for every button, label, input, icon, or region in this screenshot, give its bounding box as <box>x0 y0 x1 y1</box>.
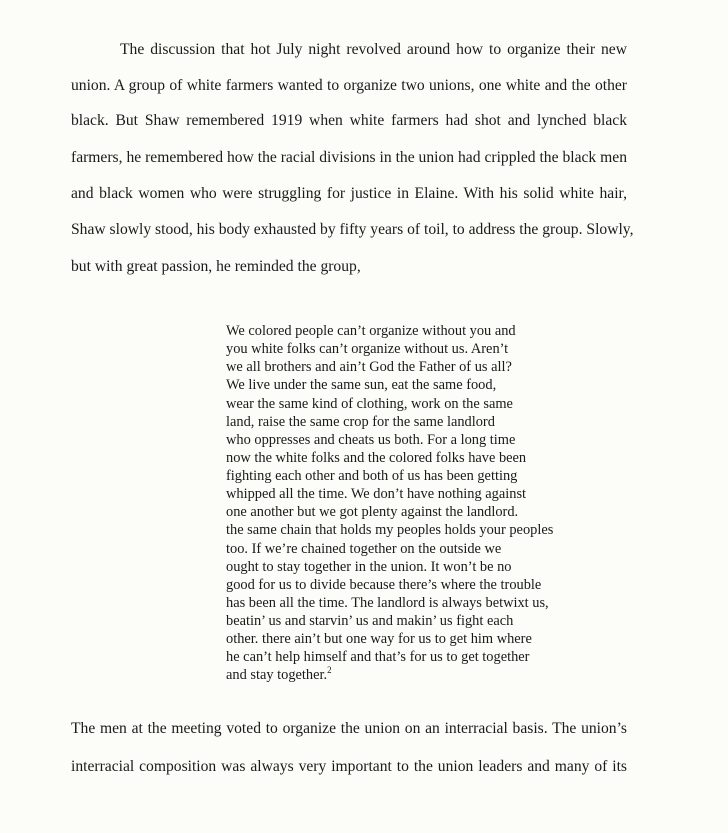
block-quote-line: too. If we’re chained together on the outside we <box>226 541 502 557</box>
block-quote-line: beatin’ us and starvin’ us and makin’ us fight each <box>226 613 514 629</box>
footnote-marker: 2 <box>327 665 332 676</box>
block-quote-line: now the white folks and the colored folks have been <box>226 450 527 466</box>
block-quote-line: we all brothers and ain’t God the Father of us all? <box>226 359 512 375</box>
paragraph-1-line: union. A group of white farmers wanted to organize two unions, one white and the other <box>71 77 627 94</box>
block-quote-line: has been all the time. The landlord is always betwixt us, <box>226 595 549 611</box>
block-quote-line: the same chain that holds my peoples holds your peoples <box>226 522 554 538</box>
block-quote-line: good for us to divide because there’s where the trouble <box>226 577 542 593</box>
block-quote-line: one another but we got plenty against the landlord. <box>226 504 519 520</box>
paragraph-2-line: interracial composition was always very important to the union leaders and many of its <box>71 758 627 775</box>
paragraph-1-line: and black women who were struggling for justice in Elaine. With his solid white hair, <box>71 185 627 202</box>
paragraph-1-line: farmers, he remembered how the racial divisions in the union had crippled the black men <box>71 149 627 166</box>
block-quote-last-line <box>226 666 332 684</box>
block-quote-line: ought to stay together in the union. It won’t be no <box>226 559 512 575</box>
block-quote-line: you white folks can’t organize without us. Aren’t <box>226 341 509 357</box>
block-quote-line: who oppresses and cheats us both. For a long time <box>226 432 516 448</box>
paragraph-1-line: Shaw slowly stood, his body exhausted by fifty years of toil, to address the group. Slowly, <box>71 221 634 238</box>
paragraph-1-line: black. But Shaw remembered 1919 when white farmers had shot and lynched black <box>71 112 627 129</box>
block-quote-line: land, raise the same crop for the same landlord <box>226 414 495 430</box>
block-quote-line: other. there ain’t but one way for us to get him where <box>226 631 532 647</box>
block-quote-line: whipped all the time. We don’t have nothing against <box>226 486 527 502</box>
paragraph-1-line: The discussion that hot July night revolved around how to organize their new <box>120 41 627 58</box>
block-quote-line: We colored people can’t organize without you and <box>226 323 516 339</box>
block-quote-line: wear the same kind of clothing, work on the same <box>226 396 513 412</box>
block-quote-line: We live under the same sun, eat the same food, <box>226 377 497 393</box>
paragraph-2-line: The men at the meeting voted to organize the union on an interracial basis. The union’s <box>71 720 627 737</box>
block-quote-line: fighting each other and both of us has been getting <box>226 468 518 484</box>
block-quote-line: and stay together. <box>226 667 328 683</box>
paragraph-1-line: but with great passion, he reminded the group, <box>71 258 361 275</box>
block-quote-line: he can’t help himself and that’s for us to get together <box>226 649 530 665</box>
